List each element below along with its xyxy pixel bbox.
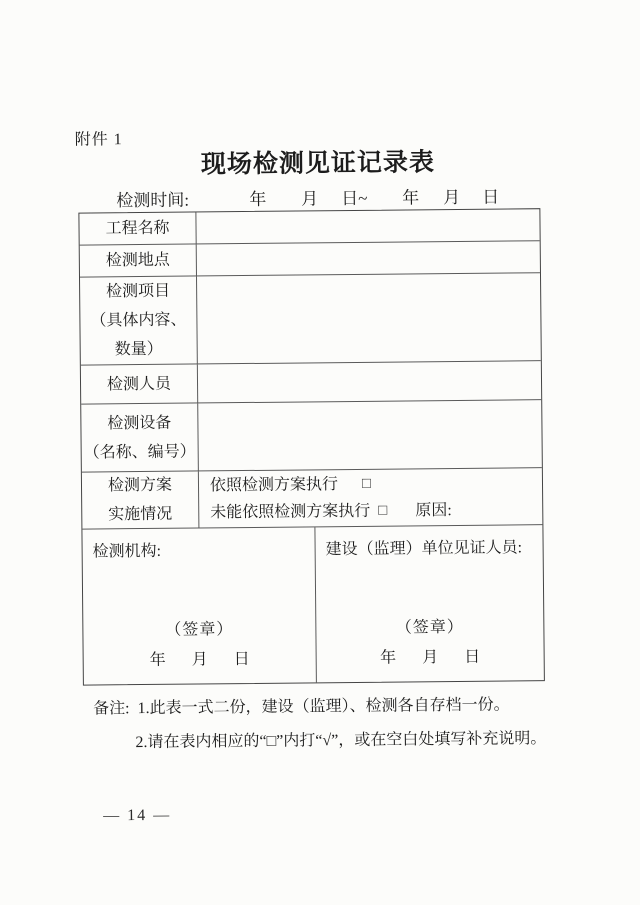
remarks-section [93,688,546,760]
table-row-equipment [81,400,542,472]
table-row-personnel [81,361,541,404]
signature-cell-agency [82,527,316,684]
row-label-text: （名称、编号） [83,443,196,462]
time-unit-year-end: 年 [402,188,420,208]
note-line-1 [93,688,546,726]
agency-title: 检测机构: [92,542,162,561]
time-unit-month-start: 月 [301,189,319,209]
plan-option-followed-text: 依照检测方案执行 [209,476,339,495]
row-label-text: 检测设备 [107,414,172,432]
row-label-text: 检测人员 [106,375,172,393]
table-row-items [80,273,541,365]
remarks-label: 备注: [93,700,130,718]
seal-label: （签章） [165,621,234,639]
row-value-cell [198,361,541,402]
row-label [81,364,198,403]
table-row-project-name [79,209,539,245]
record-table [78,208,545,685]
plan-option-not-followed [210,496,542,526]
note-line-2 [135,722,546,760]
date-unit-day: 日 [233,650,250,669]
inspection-time-line [0,181,638,209]
row-value-cell [196,209,539,243]
row-label [80,276,198,364]
note-item: 1.此表一式二份，建设（监理）、检测各自存档一份。 [137,696,510,718]
time-unit-month-end: 月 [443,187,461,208]
time-unit-day-end: 日 [482,187,500,207]
row-label-text: 检测地点 [105,251,170,270]
row-label [82,471,200,528]
row-label-text: 检测方案 [107,476,173,495]
seal-label: （签章） [395,618,464,637]
date-unit-month: 月 [191,651,208,669]
inspection-time-label: 检测时间: [116,190,190,211]
date-line [317,643,544,668]
row-label-text: 数量） [114,340,163,359]
signature-cell-witness [315,525,543,682]
witness-title: 建设（监理）单位见证人员: [325,539,523,559]
date-unit-year: 年 [380,649,397,667]
table-row-plan-implementation [82,468,543,529]
time-unit-day-start: 日~ [341,188,368,209]
signature-row [82,525,543,684]
date-unit-day: 日 [464,648,481,666]
table-row-location [80,241,540,277]
row-label-text: 实施情况 [108,505,173,524]
page-number: — 14 — [103,806,172,825]
checkbox-not-followed-icon: □ [378,502,388,519]
date-line [84,645,316,670]
date-unit-year: 年 [149,651,166,669]
checkbox-followed-icon: □ [361,475,372,492]
row-label-text: （具体内容、 [90,311,187,330]
reason-label: 原因: [415,502,452,520]
plan-options-cell [199,468,543,527]
time-unit-year-start: 年 [249,189,267,209]
note-item: 2.请在表内相应的“□”内打“√”，或在空白处填写补充说明。 [135,730,547,752]
row-value-cell [198,400,542,470]
row-value-cell [197,273,541,363]
row-label [79,212,196,244]
plan-option-followed [210,469,542,499]
row-label-text: 检测项目 [106,282,171,301]
attachment-label: 附件 1 [74,131,123,149]
plan-option-not-followed-text: 未能依照检测方案执行 [210,502,371,522]
date-unit-month: 月 [422,649,439,667]
row-value-cell [197,241,540,275]
row-label [81,403,199,471]
row-label [80,244,197,276]
row-label-text: 工程名称 [105,219,170,238]
form-title: 现场检测见证记录表 [200,149,436,179]
